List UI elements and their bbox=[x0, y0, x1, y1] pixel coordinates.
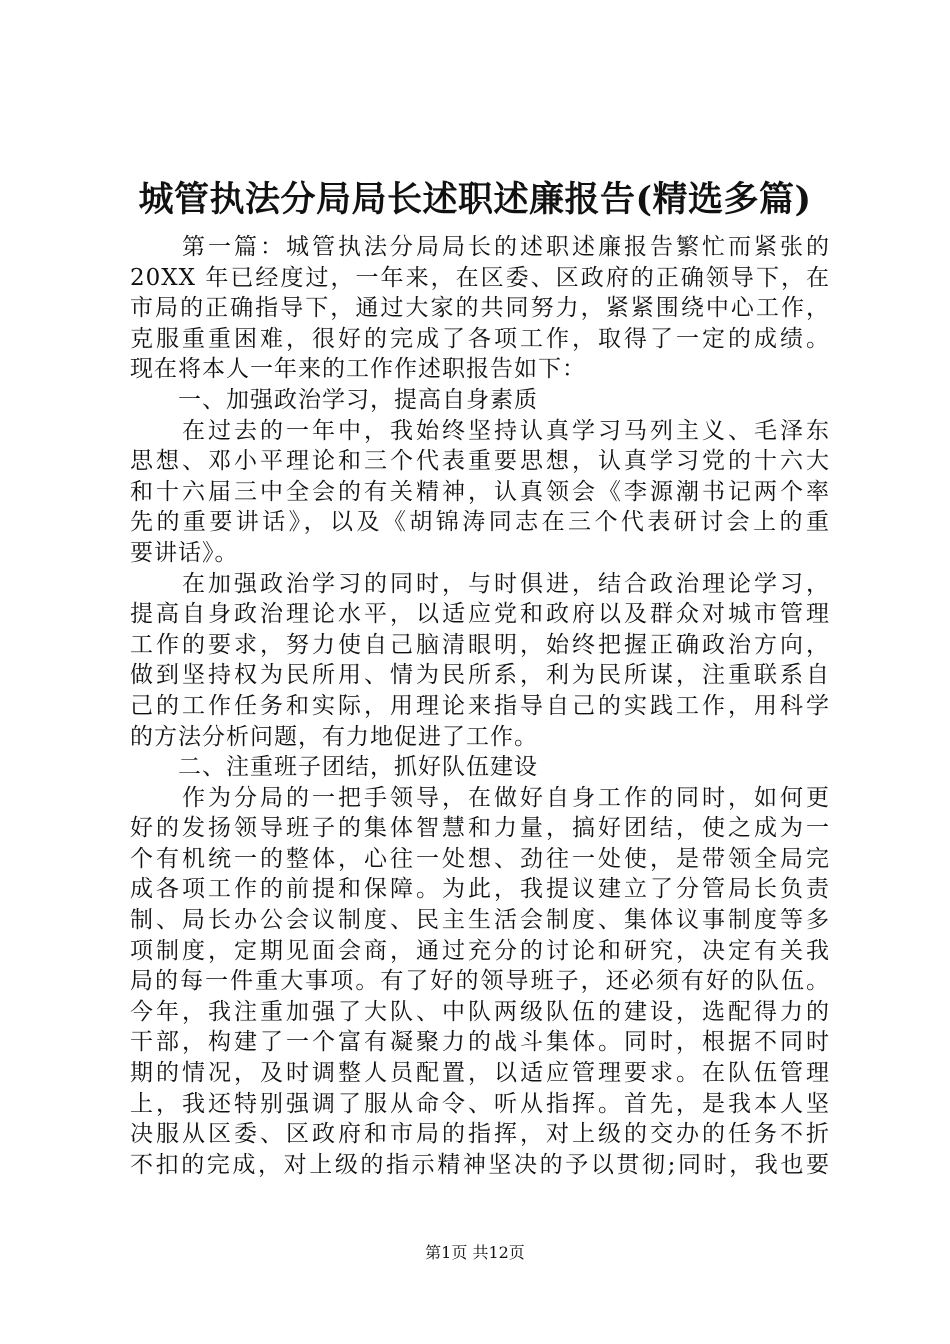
text-line: 制、局长办公会议制度、民主生活会制度、集体议事制度等多 bbox=[130, 907, 830, 934]
text-line: 工作的要求，努力使自己脑清眼明，始终把握正确政治方向， bbox=[130, 631, 830, 658]
text-line: 局的每一件重大事项。有了好的领导班子，还必须有好的队伍。 bbox=[130, 968, 830, 995]
text-line: 不扣的完成，对上级的指示精神坚决的予以贯彻;同时，我也要 bbox=[130, 1151, 830, 1178]
text-line: 提高自身政治理论水平，以适应党和政府以及群众对城市管理 bbox=[130, 601, 830, 628]
text-line: 20XX 年已经度过，一年来，在区委、区政府的正确领导下，在 bbox=[130, 264, 830, 291]
text-line: 和十六届三中全会的有关精神，认真领会《李源潮书记两个率 bbox=[130, 478, 830, 505]
text-line: 的方法分析问题，有力地促进了工作。 bbox=[130, 723, 538, 750]
text-line: 思想、邓小平理论和三个代表重要思想，认真学习党的十六大 bbox=[130, 448, 830, 475]
text-line: 作为分局的一把手领导，在做好自身工作的同时，如何更 bbox=[130, 784, 830, 811]
text-line: 第一篇：城管执法分局局长的述职述廉报告繁忙而紧张的 bbox=[130, 234, 830, 260]
text-line: 项制度，定期见面会商，通过充分的讨论和研究，决定有关我 bbox=[130, 937, 830, 964]
text-line: 克服重重困难，很好的完成了各项工作，取得了一定的成绩。 bbox=[130, 325, 830, 352]
text-line: 二、注重班子团结，抓好队伍建设 bbox=[130, 754, 538, 781]
text-line: 现在将本人一年来的工作作述职报告如下： bbox=[130, 356, 586, 383]
text-line: 上，我还特别强调了服从命令、听从指挥。首先，是我本人坚 bbox=[130, 1090, 830, 1117]
text-line: 好的发扬领导班子的集体智慧和力量，搞好团结，使之成为一 bbox=[130, 815, 830, 842]
text-line: 决服从区委、区政府和市局的指挥，对上级的交办的任务不折 bbox=[130, 1121, 830, 1148]
text-line: 期的情况，及时调整人员配置，以适应管理要求。在队伍管理 bbox=[130, 1060, 830, 1087]
text-line: 成各项工作的前提和保障。为此，我提议建立了分管局长负责 bbox=[130, 876, 830, 903]
text-line: 做到坚持权为民所用、情为民所系，利为民所谋，注重联系自 bbox=[130, 662, 830, 689]
text-line: 在加强政治学习的同时，与时俱进，结合政治理论学习， bbox=[130, 570, 830, 597]
text-line: 市局的正确指导下，通过大家的共同努力，紧紧围绕中心工作， bbox=[130, 295, 830, 322]
text-line: 己的工作任务和实际，用理论来指导自己的实践工作，用科学 bbox=[130, 692, 830, 719]
text-line: 在过去的一年中，我始终坚持认真学习马列主义、毛泽东 bbox=[130, 417, 830, 444]
text-line: 先的重要讲话》，以及《胡锦涛同志在三个代表研讨会上的重 bbox=[130, 509, 830, 536]
text-line: 今年，我注重加强了大队、中队两级队伍的建设，选配得力的 bbox=[130, 998, 830, 1025]
text-line: 个有机统一的整体，心往一处想、劲往一处使，是带领全局完 bbox=[130, 845, 830, 872]
text-line: 一、加强政治学习，提高自身素质 bbox=[130, 386, 538, 413]
document-body bbox=[130, 232, 830, 1180]
text-line: 干部，构建了一个富有凝聚力的战斗集体。同时，根据不同时 bbox=[130, 1029, 830, 1056]
text-line: 要讲话》。 bbox=[130, 539, 239, 566]
page-number-footer: 第1页 共12页 bbox=[425, 1243, 525, 1262]
document-title: 城管执法分局局长述职述廉报告(精选多篇) bbox=[138, 179, 812, 220]
